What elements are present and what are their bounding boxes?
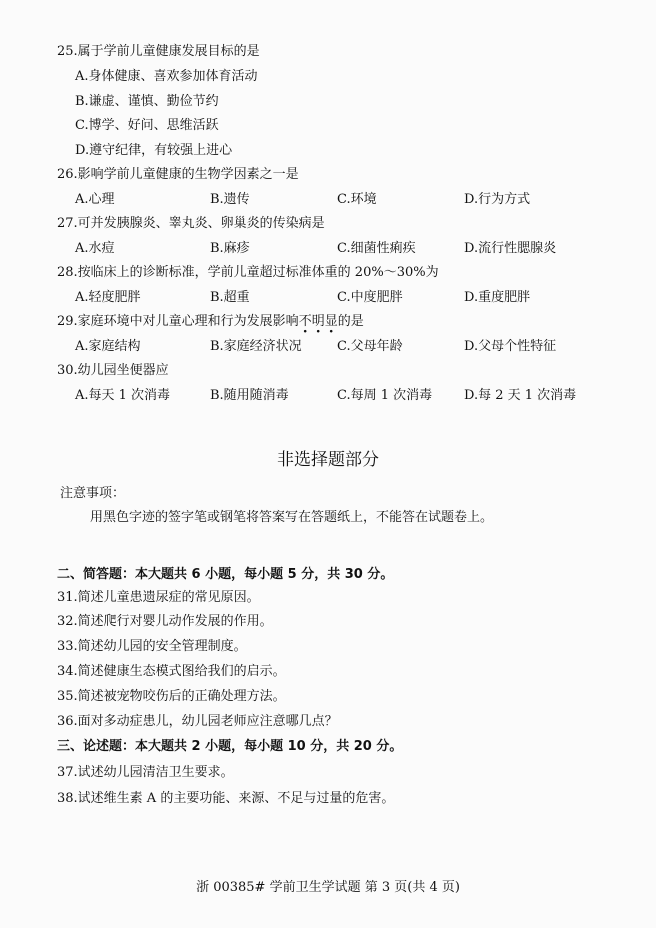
question-29-stem xyxy=(57,314,364,330)
section-heading: 非选择题部分 xyxy=(277,450,379,470)
question-25-option-b: B.谦虚、谨慎、勤俭节约 xyxy=(75,94,219,109)
question-36: 36.面对多动症患儿，幼儿园老师应注意哪几点？ xyxy=(57,714,338,729)
question-33: 33.简述幼儿园的安全管理制度。 xyxy=(57,639,247,654)
emphasis-char: 不 xyxy=(298,314,312,329)
question-27-option-b: B.麻疹 xyxy=(210,241,250,256)
question-25-option-d: D.遵守纪律，有较强上进心 xyxy=(75,143,233,158)
notice-label: 注意事项： xyxy=(60,486,126,501)
question-28-stem: 28.按临床上的诊断标准，学前儿童超过标准体重的 20%～30%为 xyxy=(57,265,439,280)
question-26-option-c: C.环境 xyxy=(337,192,377,207)
part3-heading: 三、论述题：本大题共 2 小题，每小题 10 分，共 20 分。 xyxy=(57,739,403,754)
part2-heading: 二、简答题：本大题共 6 小题，每小题 5 分，共 30 分。 xyxy=(57,567,394,582)
question-27-stem: 27.可并发胰腺炎、睾丸炎、卵巢炎的传染病是 xyxy=(57,216,325,231)
question-29-option-d: D.父母个性特征 xyxy=(464,339,557,354)
question-37: 37.试述幼儿园清洁卫生要求。 xyxy=(57,765,234,780)
question-29-stem-suffix: 的是 xyxy=(337,314,364,329)
question-29-option-b: B.家庭经济状况 xyxy=(210,339,302,354)
question-26-option-d: D.行为方式 xyxy=(464,192,531,207)
question-29-stem-prefix: 29.家庭环境中对儿童心理和行为发展影响 xyxy=(57,314,299,329)
emphasis-char: 显 xyxy=(324,314,338,329)
question-30-option-c: C.每周 1 次消毒 xyxy=(337,388,433,403)
question-30-option-a: A.每天 1 次消毒 xyxy=(75,388,171,403)
question-28-option-b: B.超重 xyxy=(210,290,250,305)
question-26-stem: 26.影响学前儿童健康的生物学因素之一是 xyxy=(57,167,299,182)
question-31: 31.简述儿童患遗尿症的常见原因。 xyxy=(57,590,260,605)
page-footer: 浙 00385# 学前卫生学试题 第 3 页(共 4 页) xyxy=(196,880,460,895)
question-29-option-c: C.父母年龄 xyxy=(337,339,403,354)
question-25-stem: 25.属于学前儿童健康发展目标的是 xyxy=(57,44,260,59)
question-30-option-b: B.随用随消毒 xyxy=(210,388,289,403)
question-38: 38.试述维生素 A 的主要功能、来源、不足与过量的危害。 xyxy=(57,791,395,806)
question-30-stem: 30.幼儿园坐便器应 xyxy=(57,363,169,378)
emphasis-char: 明 xyxy=(311,314,325,329)
question-27-option-c: C.细菌性痢疾 xyxy=(337,241,416,256)
question-29-option-a: A.家庭结构 xyxy=(75,339,141,354)
question-32: 32.简述爬行对婴儿动作发展的作用。 xyxy=(57,614,273,629)
question-28-option-d: D.重度肥胖 xyxy=(464,290,531,305)
question-30-option-d: D.每 2 天 1 次消毒 xyxy=(464,388,577,403)
question-35: 35.简述被宠物咬伤后的正确处理方法。 xyxy=(57,689,286,704)
notice-text: 用黑色字迹的签字笔或钢笔将答案写在答题纸上，不能答在试题卷上。 xyxy=(90,510,494,525)
question-28-option-c: C.中度肥胖 xyxy=(337,290,403,305)
question-25-option-c: C.博学、好问、思维活跃 xyxy=(75,118,219,133)
question-28-option-a: A.轻度肥胖 xyxy=(75,290,141,305)
question-26-option-b: B.遗传 xyxy=(210,192,250,207)
question-26-option-a: A.心理 xyxy=(75,192,115,207)
question-25-option-a: A.身体健康、喜欢参加体育活动 xyxy=(75,69,258,84)
question-27-option-a: A.水痘 xyxy=(75,241,115,256)
question-27-option-d: D.流行性腮腺炎 xyxy=(464,241,557,256)
question-34: 34.简述健康生态模式图给我们的启示。 xyxy=(57,664,286,679)
